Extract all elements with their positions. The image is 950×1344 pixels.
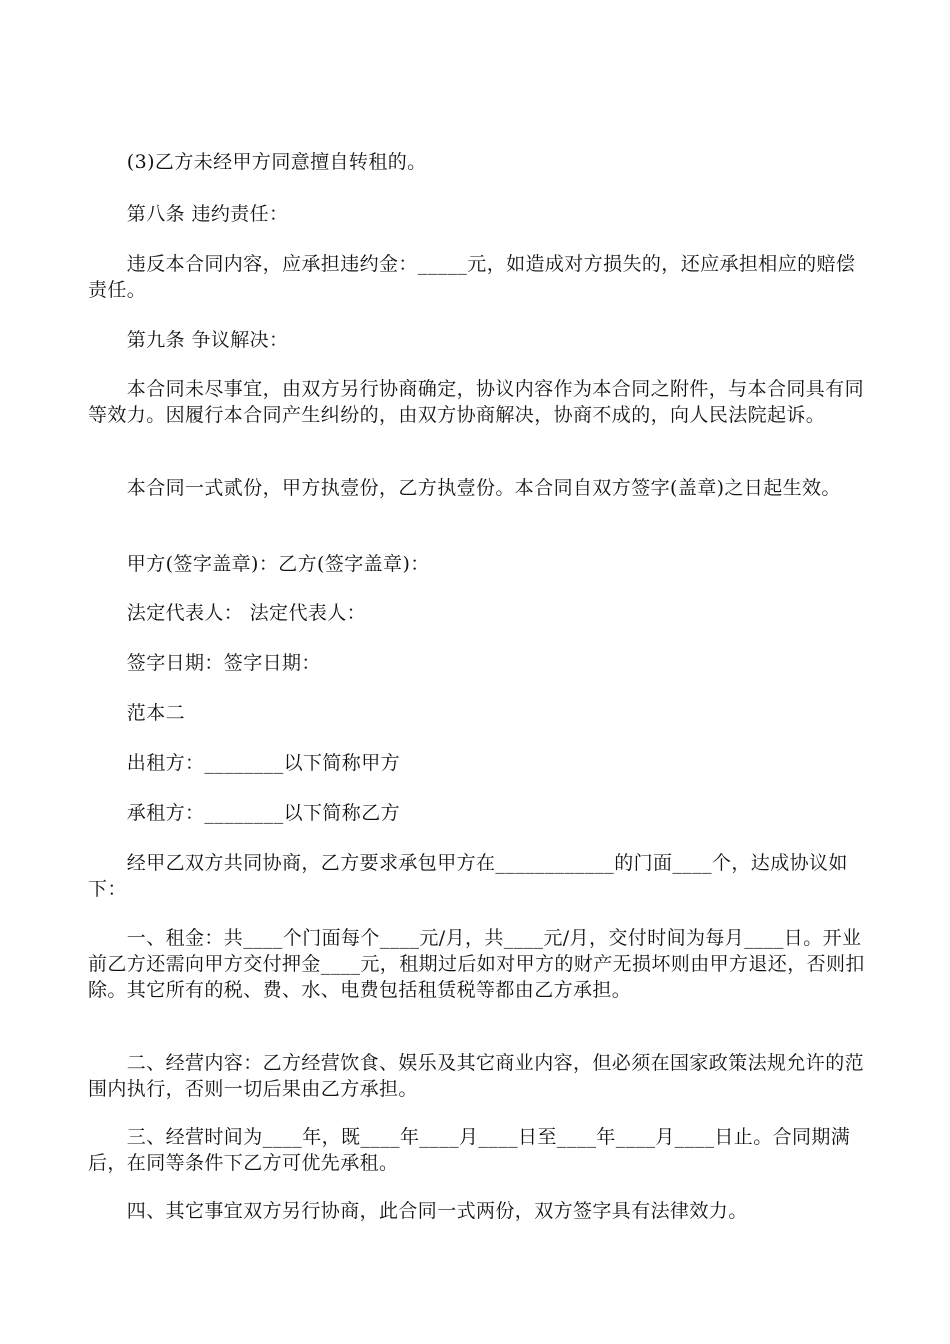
paragraph-other-matters: 四、其它事宜双方另行协商，此合同一式两份，双方签字具有法律效力。: [88, 1200, 748, 1222]
paragraph-breach-liability: 违反本合同内容，应承担违约金：_____元，如造成对方损失的，还应承担相应的赔偿责任。: [88, 253, 856, 301]
heading-template-two: 范本二: [88, 702, 186, 724]
paragraph-agreement-intro: 经甲乙双方共同协商，乙方要求承包甲方在____________的门面____个，达成协议如下：: [88, 852, 848, 900]
lessor-line: 出租方：________以下简称甲方: [88, 752, 401, 774]
heading-article-8: 第八条 违约责任：: [88, 203, 289, 225]
paragraph-copies-effect: 本合同一式贰份，甲方执壹份，乙方执壹份。本合同自双方签字(盖章)之日起生效。: [88, 477, 841, 499]
heading-article-9: 第九条 争议解决：: [88, 329, 289, 351]
paragraph-business-term: 三、经营时间为____年，既____年____月____日至____年____月____日止。合同期满后，在同等条件下乙方可优先承租。: [88, 1126, 851, 1174]
lessee-line: 承租方：________以下简称乙方: [88, 802, 401, 824]
signature-dates: 签字日期：签字日期：: [88, 652, 321, 674]
paragraph-rent: 一、租金：共____个门面每个____元/月，共____元/月，交付时间为每月____日。开业前乙方还需向甲方交付押金____元，租期过后如对甲方的财产无损坏则由甲方退还，否则扣除。其它所有的税、费、水、电费包括租赁税等都由乙方承担。: [88, 927, 865, 1001]
signature-representatives: 法定代表人： 法定代表人：: [88, 602, 367, 624]
paragraph-sublet-clause: (3)乙方未经甲方同意擅自转租的。: [88, 151, 427, 173]
paragraph-business-scope: 二、经营内容：乙方经营饮食、娱乐及其它商业内容，但必须在国家政策法规允许的范围内执行，否则一切后果由乙方承担。: [88, 1052, 865, 1100]
signature-parties: 甲方(签字盖章)：乙方(签字盖章)：: [88, 553, 430, 575]
paragraph-dispute-resolution: 本合同未尽事宜，由双方另行协商确定，协议内容作为本合同之附件，与本合同具有同等效力。因履行本合同产生纠纷的，由双方协商解决，协商不成的，向人民法院起诉。: [88, 378, 865, 426]
